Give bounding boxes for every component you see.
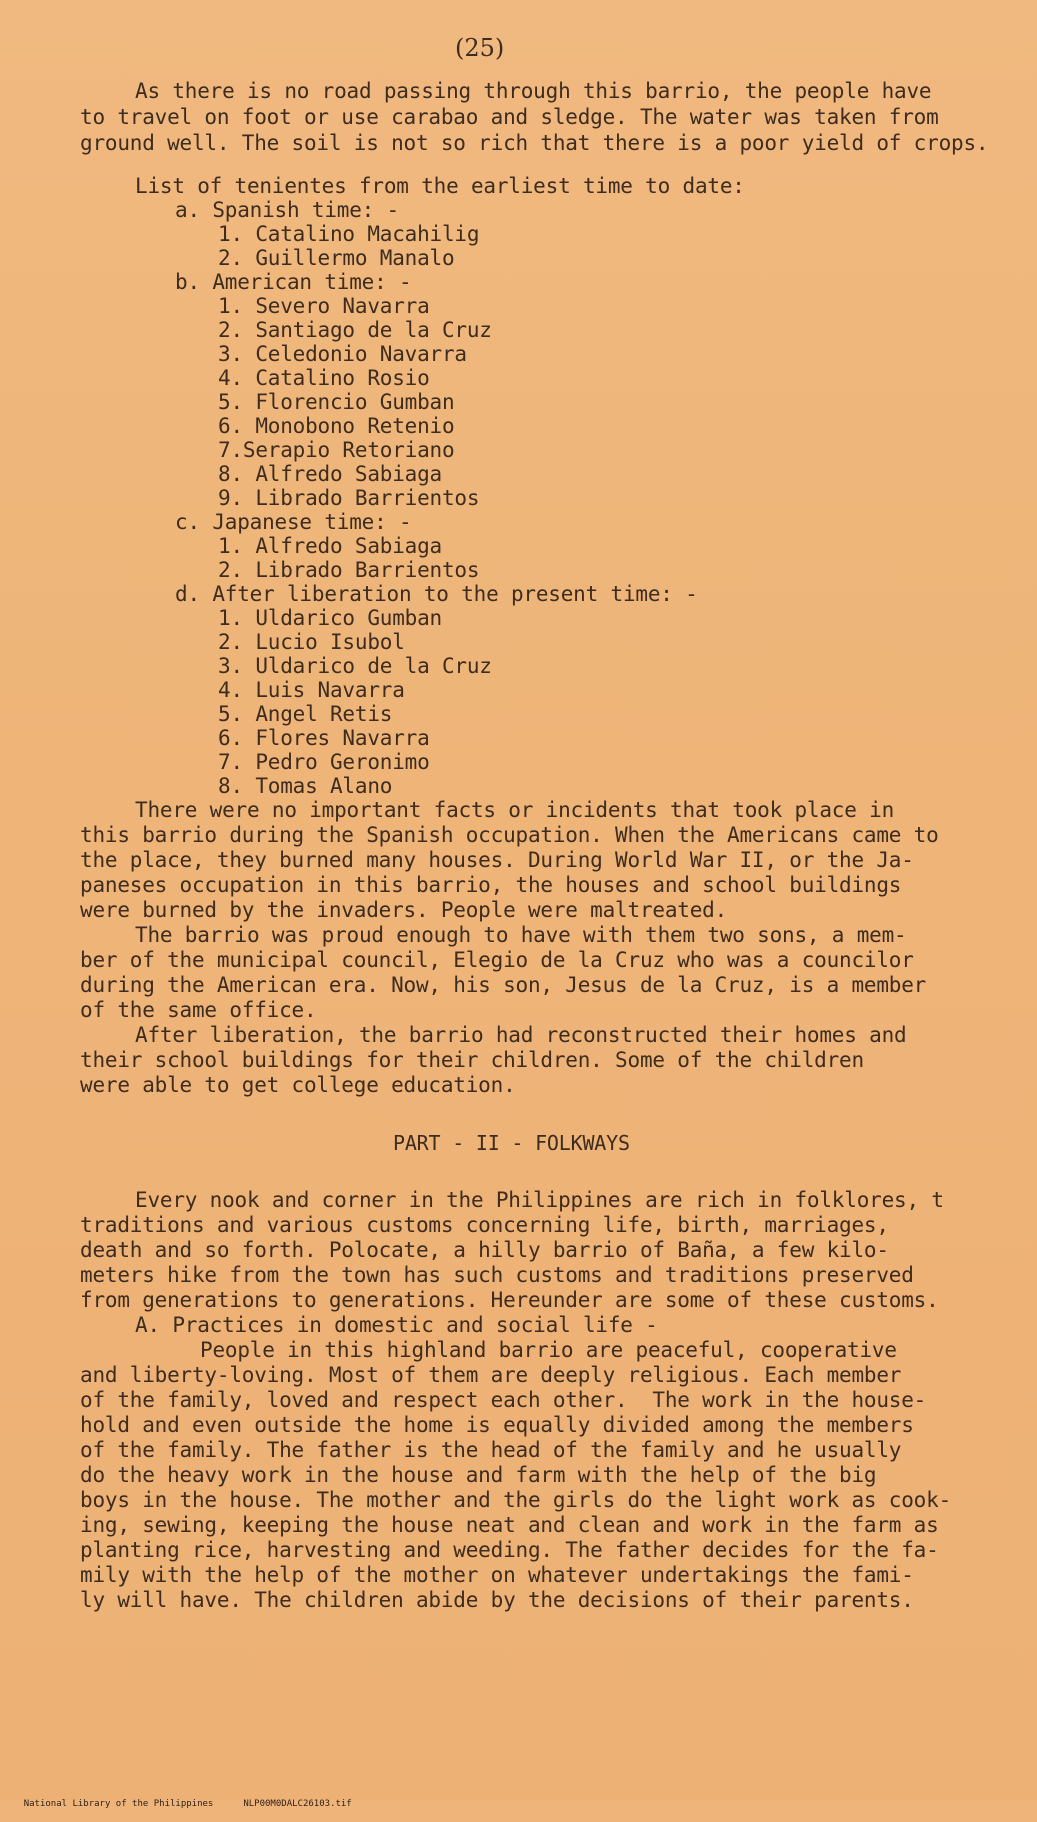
- teniente-name: 1. Uldarico Gumban: [218, 606, 442, 630]
- teniente-name: 2. Librado Barrientos: [218, 558, 480, 582]
- teniente-name: 8. Tomas Alano: [218, 774, 393, 798]
- history-line: ber of the municipal council, Elegio de la Cruz who was a councilor: [80, 948, 914, 972]
- folkways-line: and liberty-loving. Most of them are deeply religious. Each member: [80, 1363, 902, 1387]
- teniente-name: 2. Guillermo Manalo: [218, 246, 455, 270]
- folkways-line: hold and even outside the home is equally divided among the members: [80, 1413, 914, 1437]
- teniente-name: 4. Catalino Rosio: [218, 366, 430, 390]
- teniente-name: 1. Severo Navarra: [218, 294, 430, 318]
- intro-line: As there is no road passing through this barrio, the people have: [135, 79, 932, 103]
- teniente-name: 6. Flores Navarra: [218, 726, 430, 750]
- teniente-name: 5. Angel Retis: [218, 702, 393, 726]
- intro-line: to travel on foot or use carabao and sledge. The water was taken from: [80, 105, 939, 129]
- era-label-liberation: d. After liberation to the present time: -: [175, 582, 698, 606]
- history-line: After liberation, the barrio had reconstructed their homes and: [135, 1023, 907, 1047]
- history-line: the place, they burned many houses. During World War II, or the Ja-: [80, 848, 914, 872]
- folkways-line: death and so forth. Polocate, a hilly barrio of Baña, a few kilo-: [80, 1238, 889, 1262]
- scan-footer: [2, 1786, 352, 1822]
- history-line: this barrio during the Spanish occupation. When the Americans came to: [80, 823, 939, 847]
- folkways-line: mily with the help of the mother on whatever undertakings the fami-: [80, 1563, 914, 1587]
- teniente-name: 2. Lucio Isubol: [218, 630, 405, 654]
- history-line: were burned by the invaders. People were maltreated.: [80, 898, 728, 922]
- teniente-name: 6. Monobono Retenio: [218, 414, 455, 438]
- folkways-line: traditions and various customs concerning life, birth, marriages,: [80, 1213, 889, 1237]
- subsection-heading: A. Practices in domestic and social life -: [135, 1313, 658, 1337]
- folkways-line: Every nook and corner in the Philippines are rich in folklores, t: [135, 1188, 944, 1212]
- folkways-line: of the family, loved and respect each other. The work in the house-: [80, 1388, 927, 1412]
- teniente-name: 2. Santiago de la Cruz: [218, 318, 492, 342]
- teniente-name: 9. Librado Barrientos: [218, 486, 480, 510]
- folkways-line: boys in the house. The mother and the girls do the light work as cook-: [80, 1488, 952, 1512]
- teniente-name: 1. Catalino Macahilig: [218, 222, 480, 246]
- teniente-name: 4. Luis Navarra: [218, 678, 405, 702]
- folkways-line: do the heavy work in the house and farm with the help of the big: [80, 1463, 877, 1487]
- page-number: (25): [455, 34, 505, 62]
- file-reference: NLP00M0DALC26103.tif: [243, 1799, 352, 1809]
- era-label-american: b. American time: -: [175, 270, 412, 294]
- era-label-japanese: c. Japanese time: -: [175, 510, 412, 534]
- folkways-line: of the family. The father is the head of the family and he usually: [80, 1438, 902, 1462]
- library-credit: National Library of the Philippines: [23, 1799, 214, 1809]
- folkways-line: planting rice, harvesting and weeding. The father decides for the fa-: [80, 1538, 939, 1562]
- teniente-name: 5. Florencio Gumban: [218, 390, 455, 414]
- teniente-name: 8. Alfredo Sabiaga: [218, 462, 442, 486]
- teniente-name: 7. Pedro Geronimo: [218, 750, 430, 774]
- history-line: of the same office.: [80, 998, 317, 1022]
- teniente-name: 3. Uldarico de la Cruz: [218, 654, 492, 678]
- teniente-name: 7.Serapio Retoriano: [218, 438, 455, 462]
- folkways-line: ly will have. The children abide by the decisions of their parents.: [80, 1588, 914, 1612]
- intro-line: ground well. The soil is not so rich that there is a poor yield of crops.: [80, 131, 989, 155]
- era-label-spanish: a. Spanish time: -: [175, 198, 399, 222]
- section-heading: PART - II - FOLKWAYS: [393, 1131, 630, 1155]
- tenientes-heading: List of tenientes from the earliest time to date:: [135, 174, 745, 198]
- folkways-line: ing, sewing, keeping the house neat and clean and work in the farm as: [80, 1513, 939, 1537]
- history-line: There were no important facts or incidents that took place in: [135, 798, 895, 822]
- folkways-line: meters hike from the town has such customs and traditions preserved: [80, 1263, 914, 1287]
- folkways-line: from generations to generations. Hereunder are some of these customs.: [80, 1288, 939, 1312]
- history-line: were able to get college education.: [80, 1073, 516, 1097]
- history-line: during the American era. Now, his son, Jesus de la Cruz, is a member: [80, 973, 927, 997]
- folkways-line: People in this highland barrio are peaceful, cooperative: [200, 1338, 897, 1362]
- history-line: paneses occupation in this barrio, the houses and school buildings: [80, 873, 902, 897]
- history-line: their school buildings for their children. Some of the children: [80, 1048, 864, 1072]
- teniente-name: 1. Alfredo Sabiaga: [218, 534, 442, 558]
- history-line: The barrio was proud enough to have with them two sons, a mem-: [135, 923, 907, 947]
- teniente-name: 3. Celedonio Navarra: [218, 342, 467, 366]
